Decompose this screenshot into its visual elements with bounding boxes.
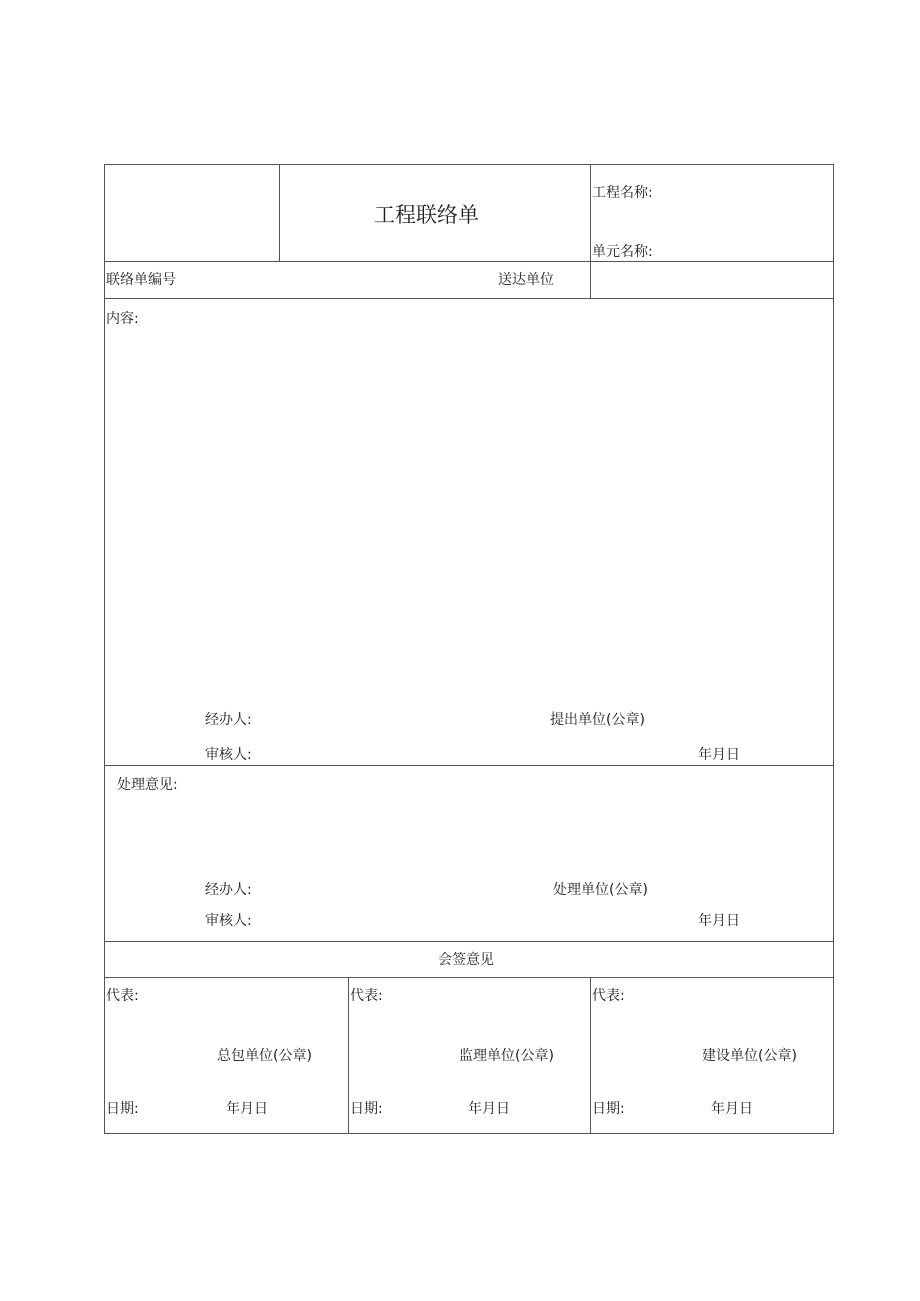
border-left xyxy=(104,164,105,1134)
date-prefix-label: 日期: xyxy=(350,1101,383,1117)
date-label: 年月日 xyxy=(468,1101,510,1117)
form-title: 工程联络单 xyxy=(374,203,479,227)
divider-countersign-1 xyxy=(348,977,349,1134)
content-handler-label: 经办人: xyxy=(205,712,252,728)
border-top xyxy=(104,164,834,165)
date-prefix-label: 日期: xyxy=(592,1101,625,1117)
processing-handler-label: 经办人: xyxy=(205,882,252,898)
representative-label: 代表: xyxy=(106,988,139,1004)
unit-name-label: 单元名称: xyxy=(592,244,653,260)
construction-unit-label: 建设单位(公章) xyxy=(702,1048,797,1064)
general-contractor-label: 总包单位(公章) xyxy=(217,1048,312,1064)
submitting-unit-label: 提出单位(公章) xyxy=(550,712,645,728)
divider-header-1 xyxy=(279,164,280,262)
processing-unit-label: 处理单位(公章) xyxy=(553,882,648,898)
border-content-bottom xyxy=(104,765,834,766)
supervision-unit-label: 监理单位(公章) xyxy=(459,1048,554,1064)
border-processing-bottom xyxy=(104,941,834,942)
project-name-label: 工程名称: xyxy=(592,185,653,201)
divider-countersign-2 xyxy=(590,977,591,1134)
countersign-title: 会签意见 xyxy=(438,952,494,968)
border-countersign-title-bottom xyxy=(104,977,834,978)
date-label: 年月日 xyxy=(711,1101,753,1117)
content-label: 内容: xyxy=(106,311,139,327)
processing-reviewer-label: 审核人: xyxy=(205,913,252,929)
processing-opinion-label: 处理意见: xyxy=(117,777,178,793)
form-number-label: 联络单编号 xyxy=(106,272,176,288)
border-right xyxy=(833,164,834,1134)
content-reviewer-label: 审核人: xyxy=(205,747,252,763)
contact-form xyxy=(104,164,834,1134)
recipient-unit-label: 送达单位 xyxy=(498,272,554,288)
divider-header-2 xyxy=(590,164,591,299)
date-label: 年月日 xyxy=(226,1101,268,1117)
border-header-bottom xyxy=(104,261,834,262)
representative-label: 代表: xyxy=(592,988,625,1004)
representative-label: 代表: xyxy=(350,988,383,1004)
border-bottom xyxy=(104,1133,834,1134)
content-date-label: 年月日 xyxy=(698,747,740,763)
border-number-bottom xyxy=(104,298,834,299)
processing-date-label: 年月日 xyxy=(698,913,740,929)
date-prefix-label: 日期: xyxy=(106,1101,139,1117)
